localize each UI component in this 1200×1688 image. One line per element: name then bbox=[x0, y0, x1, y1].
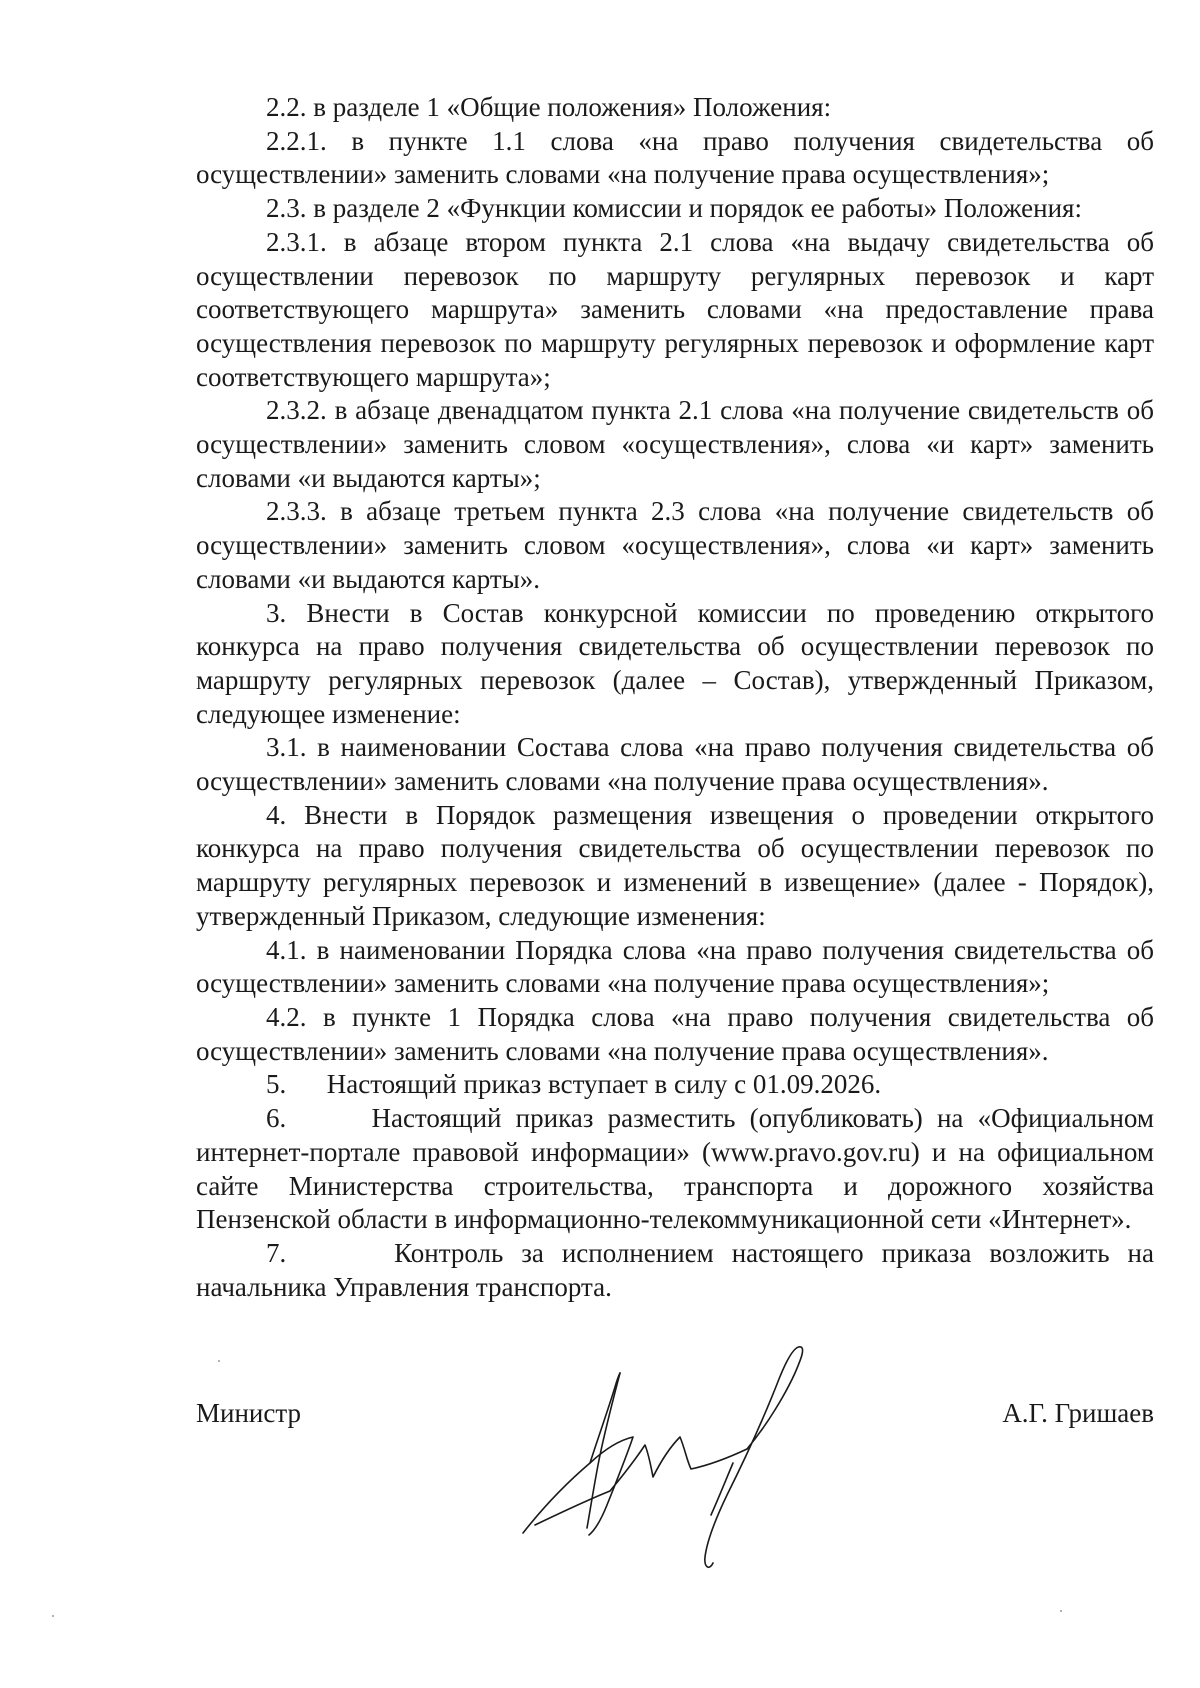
scan-speck bbox=[218, 1360, 220, 1362]
paragraph-7: 7. Контроль за исполнением настоящего приказа возложить на начальника Управления транспорта. bbox=[196, 1237, 1161, 1302]
paragraph-5: 5. Настоящий приказ вступает в силу с 01.09.2026. bbox=[266, 1069, 882, 1100]
scan-speck bbox=[52, 1615, 54, 1617]
paragraph-4-1: 4.1. в наименовании Порядка слова «на право получения свидетельства об осуществлении» заменить словами «на получение права осуществления»; bbox=[196, 934, 1154, 999]
paragraph-4: 4. Внести в Порядок размещения извещения о проведении открытого конкурса на право получения свидетельства об осуществлении перевозок по маршруту регулярных перевозок и изменений в извещение» (далее - Порядок), утвержденный Приказом, следующие изменения: bbox=[196, 799, 1154, 931]
paragraph-3: 3. Внести в Состав конкурсной комиссии по проведению открытого конкурса на право получения свидетельства об осуществлении перевозок по маршруту регулярных перевозок (далее – Состав), утвержденный Приказом, следующее изменение: bbox=[196, 597, 1154, 729]
paragraph-3-1: 3.1. в наименовании Состава слова «на право получения свидетельства об осуществлении» заменить словами «на получение права осуществления». bbox=[196, 732, 1154, 797]
signatory-name: А.Г. Гришаев bbox=[1002, 1398, 1154, 1428]
signatory-title: Министр bbox=[196, 1398, 301, 1428]
scan-speck bbox=[1060, 1610, 1062, 1612]
paragraph-2-3-3: 2.3.3. в абзаце третьем пункта 2.3 слова «на получение свидетельств об осуществлении» заменить словом «осуществления», слова «и карт» заменить словами «и выдаются карты». bbox=[196, 496, 1154, 594]
paragraph-6: 6. Настоящий приказ разместить (опубликовать) на «Официальном интернет-портале правовой информации» (www.pravo.gov.ru) и на официальном сайте Министерства строительства, транспорта и дорожного хозяйства Пензенской области в информационно-телекоммуникационной сети «Интернет». bbox=[196, 1103, 1161, 1235]
paragraph-2-3-1: 2.3.1. в абзаце втором пункта 2.1 слова «на выдачу свидетельства об осуществлении перевозок по маршруту регулярных перевозок и карт соответствующего маршрута» заменить словами «на предоставление права осуществления перевозок по маршруту регулярных перевозок и оформление карт соответствующего маршрута»; bbox=[196, 226, 1154, 392]
paragraph-4-2: 4.2. в пункте 1 Порядка слова «на право получения свидетельства об осуществлении» заменить словами «на получение права осуществления». bbox=[196, 1001, 1154, 1066]
paragraph-2-2: 2.2. в разделе 1 «Общие положения» Положения: bbox=[266, 92, 832, 122]
paragraph-2-3: 2.3. в разделе 2 «Функции комиссии и порядок ее работы» Положения: bbox=[266, 193, 1082, 224]
paragraph-2-3-2: 2.3.2. в абзаце двенадцатом пункта 2.1 слова «на получение свидетельств об осуществлении» заменить словом «осуществления», слова «и карт» заменить словами «и выдаются карты»; bbox=[196, 395, 1154, 493]
paragraph-2-2-1: 2.2.1. в пункте 1.1 слова «на право получения свидетельства об осуществлении» заменить словами «на получение права осуществления»; bbox=[196, 125, 1154, 190]
handwritten-signature bbox=[515, 1345, 825, 1570]
